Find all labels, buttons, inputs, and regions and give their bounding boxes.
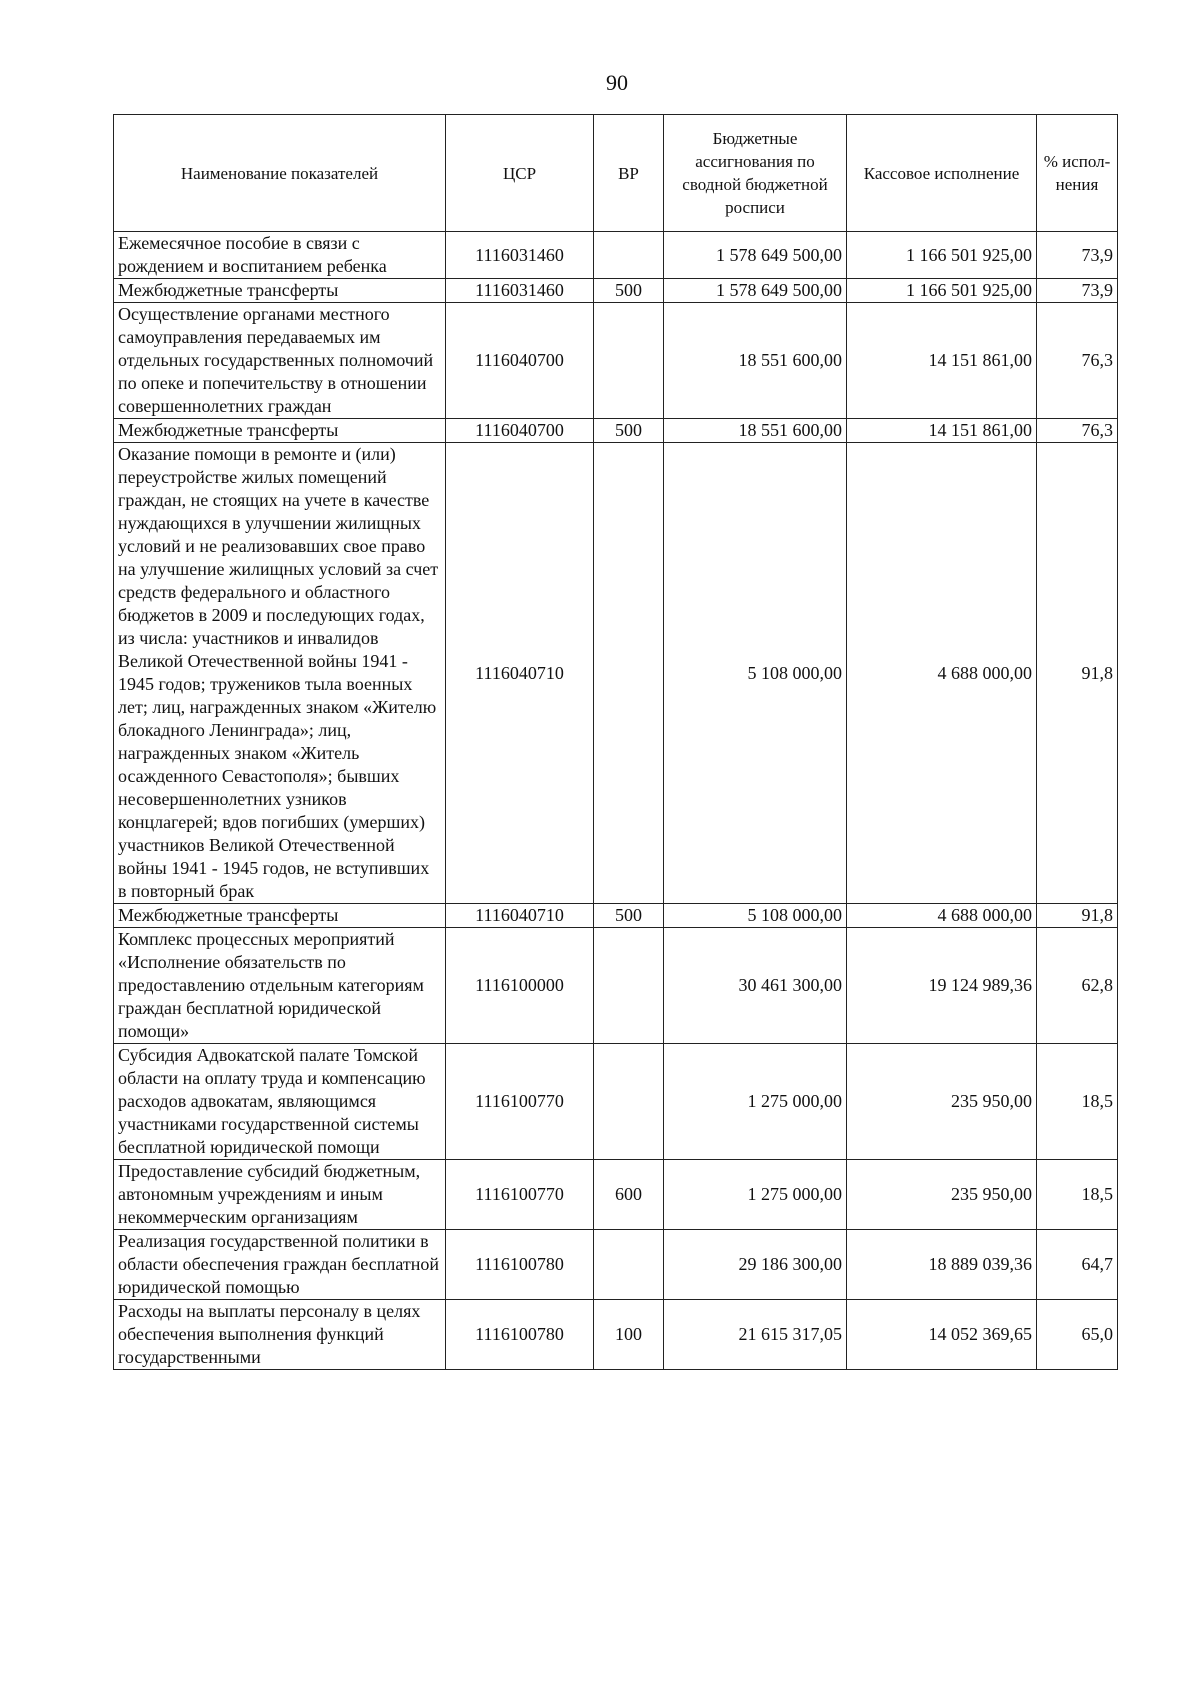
row-cash: 1 166 501 925,00 [847, 279, 1037, 303]
row-name: Межбюджетные трансферты [114, 904, 446, 928]
row-pct: 73,9 [1037, 279, 1118, 303]
row-name: Оказание помощи в ремонте и (или) переустройстве жилых помещений граждан, не стоящих на учете в качестве нуждающихся в улучшении жилищных условий и не реализовавших свое право на улучшение жилищных условий за счет средств федерального и областного бюджетов в 2009 и последующих годах, из числа: участников и инвалидов Великой Отечественной войны 1941 - 1945 годов; тружеников тыла военных лет; лиц, награжденных знаком «Жителю блокадного Ленинграда»; лиц, награжденных знаком «Житель осажденного Севастополя»; бывших несовершеннолетних узников концлагерей; вдов погибших (умерших) участников Великой Отечественной войны 1941 - 1945 годов, не вступивших в повторный брак [114, 443, 446, 904]
row-budget: 5 108 000,00 [664, 904, 847, 928]
row-vr [594, 928, 664, 1044]
row-csr: 1116100770 [446, 1044, 594, 1160]
row-cash: 1 166 501 925,00 [847, 232, 1037, 279]
row-budget: 1 275 000,00 [664, 1160, 847, 1230]
header-pct: % испол-нения [1037, 115, 1118, 232]
row-vr: 100 [594, 1300, 664, 1370]
row-csr: 1116040710 [446, 904, 594, 928]
row-cash: 14 052 369,65 [847, 1300, 1037, 1370]
row-csr: 1116040710 [446, 443, 594, 904]
table-row [114, 279, 1118, 303]
row-budget: 1 578 649 500,00 [664, 232, 847, 279]
row-csr: 1116040700 [446, 303, 594, 419]
row-pct: 18,5 [1037, 1160, 1118, 1230]
row-vr [594, 443, 664, 904]
row-vr [594, 1230, 664, 1300]
table-row [114, 904, 1118, 928]
table-row [114, 1230, 1118, 1300]
row-name: Предоставление субсидий бюджетным, автономным учреждениям и иным некоммерческим организациям [114, 1160, 446, 1230]
row-csr: 1116031460 [446, 232, 594, 279]
table-row [114, 303, 1118, 419]
row-vr: 600 [594, 1160, 664, 1230]
row-pct: 91,8 [1037, 443, 1118, 904]
row-pct: 62,8 [1037, 928, 1118, 1044]
row-cash: 18 889 039,36 [847, 1230, 1037, 1300]
row-vr: 500 [594, 904, 664, 928]
row-pct: 76,3 [1037, 303, 1118, 419]
row-cash: 4 688 000,00 [847, 904, 1037, 928]
row-vr [594, 1044, 664, 1160]
row-budget: 29 186 300,00 [664, 1230, 847, 1300]
row-budget: 5 108 000,00 [664, 443, 847, 904]
row-budget: 21 615 317,05 [664, 1300, 847, 1370]
row-pct: 76,3 [1037, 419, 1118, 443]
row-csr: 1116100780 [446, 1300, 594, 1370]
table-row [114, 928, 1118, 1044]
row-cash: 235 950,00 [847, 1160, 1037, 1230]
row-pct: 64,7 [1037, 1230, 1118, 1300]
row-name: Межбюджетные трансферты [114, 279, 446, 303]
budget-execution-table [113, 114, 1118, 1370]
row-name: Ежемесячное пособие в связи с рождением и воспитанием ребенка [114, 232, 446, 279]
row-csr: 1116100000 [446, 928, 594, 1044]
table-row [114, 1044, 1118, 1160]
row-name: Реализация государственной политики в области обеспечения граждан бесплатной юридической помощью [114, 1230, 446, 1300]
header-cash: Кассовое исполнение [847, 115, 1037, 232]
table-row [114, 232, 1118, 279]
row-cash: 19 124 989,36 [847, 928, 1037, 1044]
header-csr: ЦСР [446, 115, 594, 232]
row-budget: 18 551 600,00 [664, 419, 847, 443]
row-name: Расходы на выплаты персоналу в целях обеспечения выполнения функций государственными [114, 1300, 446, 1370]
row-name: Комплекс процессных мероприятий «Исполнение обязательств по предоставлению отдельным категориям граждан бесплатной юридической помощи» [114, 928, 446, 1044]
row-pct: 18,5 [1037, 1044, 1118, 1160]
row-vr [594, 232, 664, 279]
row-csr: 1116100780 [446, 1230, 594, 1300]
header-name: Наименование показателей [114, 115, 446, 232]
row-csr: 1116100770 [446, 1160, 594, 1230]
row-csr: 1116040700 [446, 419, 594, 443]
row-csr: 1116031460 [446, 279, 594, 303]
row-budget: 18 551 600,00 [664, 303, 847, 419]
table-row [114, 443, 1118, 904]
table-row [114, 419, 1118, 443]
header-budget: Бюджетные ассигнования по сводной бюджетной росписи [664, 115, 847, 232]
row-cash: 235 950,00 [847, 1044, 1037, 1160]
row-vr: 500 [594, 419, 664, 443]
row-budget: 1 578 649 500,00 [664, 279, 847, 303]
table-row [114, 1160, 1118, 1230]
page-number: 90 [606, 70, 628, 95]
row-cash: 14 151 861,00 [847, 419, 1037, 443]
row-pct: 65,0 [1037, 1300, 1118, 1370]
row-cash: 4 688 000,00 [847, 443, 1037, 904]
row-vr: 500 [594, 279, 664, 303]
row-cash: 14 151 861,00 [847, 303, 1037, 419]
row-pct: 91,8 [1037, 904, 1118, 928]
row-budget: 30 461 300,00 [664, 928, 847, 1044]
row-vr [594, 303, 664, 419]
row-name: Межбюджетные трансферты [114, 419, 446, 443]
row-pct: 73,9 [1037, 232, 1118, 279]
table-row [114, 1300, 1118, 1370]
header-vr: ВР [594, 115, 664, 232]
table-header-row [114, 115, 1118, 232]
row-name: Субсидия Адвокатской палате Томской области на оплату труда и компенсацию расходов адвокатам, являющимся участниками государственной системы бесплатной юридической помощи [114, 1044, 446, 1160]
row-budget: 1 275 000,00 [664, 1044, 847, 1160]
row-name: Осуществление органами местного самоуправления передаваемых им отдельных государственных полномочий по опеке и попечительству в отношении совершеннолетних граждан [114, 303, 446, 419]
